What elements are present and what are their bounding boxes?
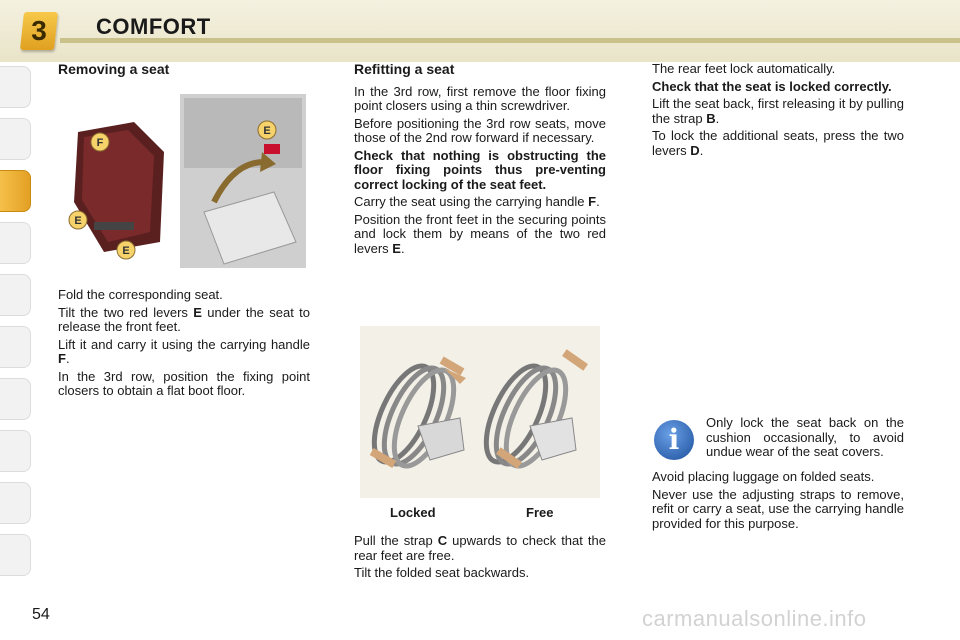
side-tab-7[interactable] bbox=[0, 378, 31, 420]
free-foot-drawing bbox=[474, 349, 588, 474]
side-tab-1[interactable] bbox=[0, 66, 31, 108]
side-tab-5[interactable] bbox=[0, 274, 31, 316]
info-note-text: Only lock the seat back on the cushion occasionally, to avoid undue wear of the seat covers. bbox=[706, 415, 904, 459]
info-note-3: Never use the adjusting straps to remove, refit or carry a seat, use the carrying handle provided for this purpose. bbox=[652, 486, 904, 531]
refitting-seat-heading: Refitting a seat bbox=[354, 61, 455, 77]
left-p1: Fold the corresponding seat. bbox=[58, 287, 223, 302]
info-icon: i bbox=[654, 420, 694, 460]
right-p2: Check that the seat is locked correctly. bbox=[652, 78, 892, 94]
right-column bbox=[652, 62, 904, 161]
mid-p7: Tilt the folded seat backwards. bbox=[354, 565, 530, 580]
mid-p3: Check that nothing is obstructing the floor fixing points thus pre-venting correct locking of the seat feet. bbox=[354, 147, 606, 192]
watermark: carmanualsonline.info bbox=[642, 606, 867, 631]
side-tab-9[interactable] bbox=[0, 482, 31, 524]
mid-p5: Position the front feet in the securing points and lock them by means of the two red levers E. bbox=[354, 211, 606, 256]
side-tab-6[interactable] bbox=[0, 326, 31, 368]
left-p4: In the 3rd row, position the fixing point closers to obtain a flat boot floor. bbox=[58, 368, 310, 398]
seat-feet-figure bbox=[360, 326, 600, 498]
removing-seat-heading: Removing a seat bbox=[58, 61, 170, 77]
side-tab-4[interactable] bbox=[0, 222, 31, 264]
info-note-2: Avoid placing luggage on folded seats. bbox=[652, 469, 875, 484]
label-f: F bbox=[96, 137, 104, 149]
caption-locked: Locked bbox=[390, 505, 436, 520]
left-p3: Lift it and carry it using the carrying handle F. bbox=[58, 336, 310, 366]
page-title: COMFORT bbox=[96, 14, 211, 39]
mid-p1: In the 3rd row, first remove the floor fixing point closers using a thin screwdriver. bbox=[354, 83, 606, 113]
chapter-number: 3 bbox=[31, 15, 47, 46]
left-p2: Tilt the two red levers E under the seat to release the front feet. bbox=[58, 304, 310, 334]
side-tab-10[interactable] bbox=[0, 534, 31, 576]
right-p4: To lock the additional seats, press the two levers D. bbox=[652, 128, 904, 158]
right-p1: The rear feet lock automatically. bbox=[652, 61, 836, 76]
info-note-top bbox=[706, 416, 904, 463]
left-column bbox=[58, 62, 310, 85]
mid-p2: Before positioning the 3rd row seats, move those of the 2nd row forward if necessary. bbox=[354, 115, 606, 145]
side-tab-8[interactable] bbox=[0, 430, 31, 472]
label-e-left: E bbox=[74, 215, 82, 227]
info-note-body bbox=[652, 470, 904, 534]
locked-foot-drawing bbox=[362, 357, 466, 475]
right-p3: Lift the seat back, first releasing it by pulling the strap B. bbox=[652, 96, 904, 126]
side-tab-strip bbox=[0, 62, 34, 582]
middle-column-bottom bbox=[354, 534, 606, 584]
free-arrow-up bbox=[562, 349, 588, 370]
label-e-photo: E bbox=[263, 125, 271, 137]
mid-p6: Pull the strap C upwards to check that the rear feet are free. bbox=[354, 533, 606, 563]
side-tab-3-active[interactable] bbox=[0, 170, 31, 212]
page-number: 54 bbox=[32, 606, 50, 623]
middle-column bbox=[354, 62, 606, 259]
caption-free: Free bbox=[526, 505, 554, 520]
seat-removal-figure bbox=[64, 92, 308, 270]
mid-p4: Carry the seat using the carrying handle F. bbox=[354, 194, 600, 209]
label-e-bottom: E bbox=[122, 245, 130, 257]
chapter-badge bbox=[20, 12, 58, 50]
red-lever-e-photo bbox=[264, 144, 280, 154]
side-tab-2[interactable] bbox=[0, 118, 31, 160]
left-column-body bbox=[58, 288, 310, 402]
